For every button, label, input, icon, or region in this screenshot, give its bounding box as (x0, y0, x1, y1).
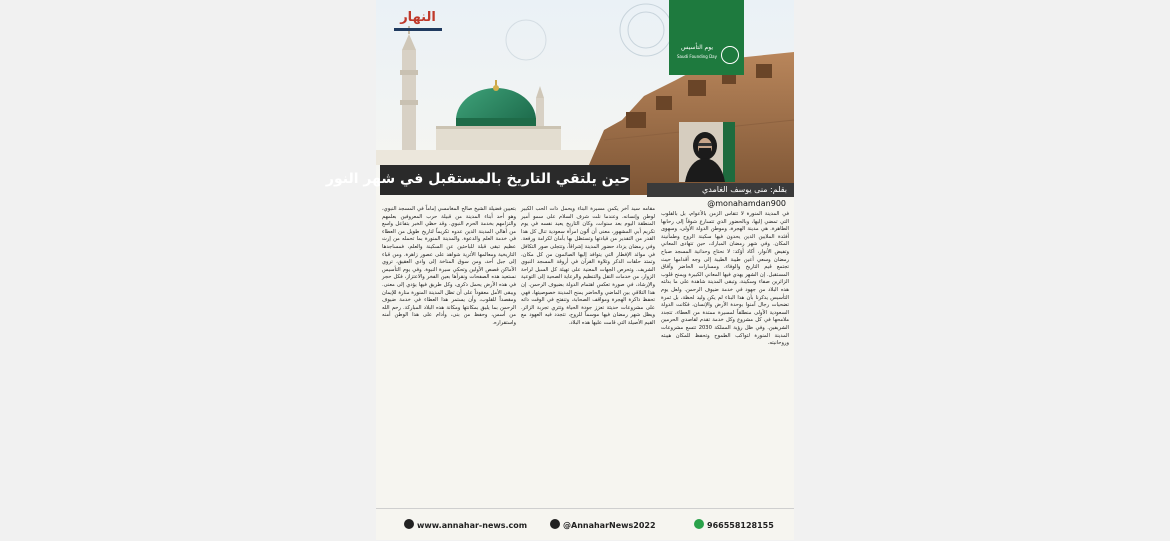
newspaper-logo (394, 10, 442, 34)
whatsapp-icon (694, 519, 704, 529)
author-byline: بقلم: منى يوسف الغامدي (702, 185, 787, 194)
author-bar (647, 183, 794, 197)
author-photo (679, 122, 735, 182)
hero-illustration (325, 0, 794, 195)
founding-day-badge (669, 0, 744, 75)
page-footer (376, 508, 794, 541)
article-column-left: بتعيين فضيلة الشيخ صالح المغامسي إماماً في المسجد النبوي، وهو أحد أبناء المدينة من قبيلة حرب المعروفين بعلمهم والتزامهم بخدمة الحرم النبوي. وقد حظي الخبر بتفاعل واسع من أهالي المدينة الذين عدوه تكريماً لتاريخ طويل من العطاء في خدمة العلم والدعوة. والمدينة المنورة بما تحمله من إرث عظيم تبقى قبلة للباحثين عن السكينة والعلم، فمساجدها التاريخية ومعالمها الأثرية شواهد على عصور زاهرة. ومن قباء إلى جبل أحد، ومن سوق المناخة إلى وادي العقيق، تروي الأماكن قصص الأولين وتحكي سيرة النبوة. وفي يوم التأسيس نستعيد هذه الصفحات ونقرأها بعين الفخر والاعتزاز، فكل حجر في هذه الأرض يحمل ذكرى، وكل طريق فيها يؤدي إلى معنى. ويبقى الأمل معقوداً على أن تظل المدينة المنورة منارة للإيمان ومقصداً للقلوب، وأن يستمر هذا العطاء في خدمة ضيوف الرحمن بما يليق بمكانتها ومكانة هذه البلاد المباركة. رحم الله من أسس، وحفظ من بنى، وأدام على هذا الوطن أمنه واستقراره. (382, 206, 516, 326)
article-title: حين يلتقي التاريخ بالمستقبل في شهر النور (325, 171, 630, 187)
phone-text: 966558128155 (707, 521, 774, 530)
article-column-middle: مقامه سيد آخر يكمن مسيرة البناء ويحمل ذات الحب الكبير لوطن وإنسانه. وعندما نلت شرف السلام على سمو أمير المنطقة اليوم بعد سنوات، وكان التاريخ يعيد نفسه في يوم تكريم أبي المشهور، معنى أن ألون امرأة سعودية تنال كل هذا القدر من التقدير من قيادتها وتستظل بها بأمان لكرامة ورفعة. وفي رمضان يزداد حضور المدينة إشراقاً، وتتجلى صور التكافل في موائد الإفطار التي يتوافد إليها الصائمون من كل مكان، وتمتد حلقات الذكر وتلاوة القرآن في أروقة المسجد النبوي الشريف. وتحرص الجهات المعنية على تهيئة كل السبل لراحة الزوار، من خدمات النقل والتنظيم والرعاية الصحية إلى التوعية والإرشاد، في صورة تعكس اهتمام الدولة بضيوف الرحمن. إن هذا التلاقي بين الماضي والحاضر يمنح المدينة خصوصيتها، فهي تحفظ ذاكرة الهجرة ومواقف الصحابة، وتنفتح في الوقت ذاته على مشروعات حديثة تعزز جودة الحياة وتثري تجربة الزائر. ويظل شهر رمضان فيها موسماً للروح، تتجدد فيه العهود مع القيم الأصيلة التي قامت عليها هذه البلاد. (521, 206, 655, 326)
author-handle: @monahamdan900 (707, 199, 786, 208)
globe-icon (404, 519, 414, 529)
newspaper-page (325, 0, 794, 540)
badge-title: يوم التأسيس (680, 44, 713, 51)
logo-text: النهار (400, 10, 436, 25)
article-title-bar (325, 165, 630, 195)
twitter-icon (550, 519, 560, 529)
footer-twitter[interactable] (550, 519, 656, 533)
footer-website[interactable] (404, 519, 527, 533)
website-text: www.annahar-news.com (417, 521, 528, 530)
footer-whatsapp[interactable] (694, 519, 774, 533)
article-column-right: في المدينة المنورة لا تتقاس الزمن بالأعوام، بل بالقلوب التي تمضي إليها، وبالحضور الذي تتسارع شوقاً إلى رحابها الطاهرة. هي مدينة الهجرة، وموطن الدولة الأولى، وسهوى أفئدة الملايين الذين يحدون فيها سكينة الروح وطمأنينة المكان. وفي شهر رمضان المبارك، حين تتهادى المعاني وتفيض الأنوار، أكاد أؤكد: لا نحتاج وحدانية المسجد صباح رمضان وسعي أعين طيبة الطيبة إلى وجه أقدامها حيث تجتمع قيم التاريخ والوفاء، ومسارات الحاضر وآفاق المستقبل. إن الشهر يهدي فيها المعاني الكبيرة ويمنح قلوب الزائرين صفاء وسكينة، وتبقى المدينة شاهدة على ما بذلته هذه البلاد من جهود في خدمة ضيوف الرحمن. ولعل يوم التأسيس يذكرنا بأن هذا البناء لم يكن وليد لحظة، بل ثمرة تضحيات رجال آمنوا بوحدة الأرض والإنسان، فكانت الدولة السعودية الأولى منطلقاً لمسيرة ممتدة من العطاء، تتجدد ملامحها في كل مشروع وكل خدمة تقدم لقاصدي الحرمين الشريفين. وفي ظل رؤية المملكة 2030 تتسع مشروعات المدينة المنورة لتواكب الطموح وتحفظ للمكان هيبته وروحانيته. (661, 211, 789, 347)
author-portrait (679, 122, 735, 182)
twitter-text: @AnnaharNews2022 (563, 521, 656, 530)
badge-subtitle: Saudi Founding Day (676, 54, 718, 59)
founding-day-emblem-icon (721, 46, 739, 64)
logo-underline (394, 28, 442, 31)
